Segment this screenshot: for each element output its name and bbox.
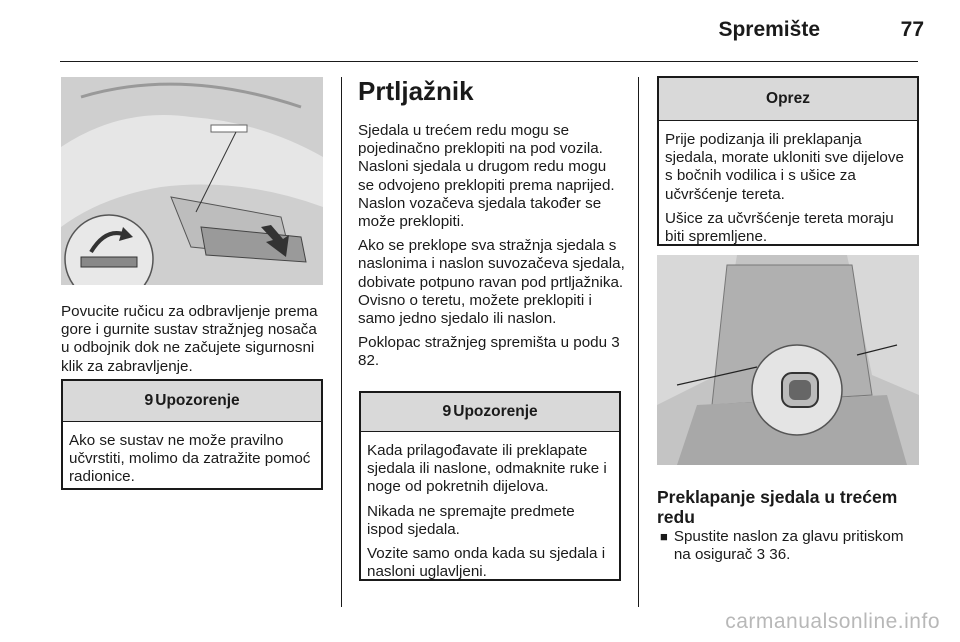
warning-header <box>63 381 321 422</box>
rear-carrier-illustration <box>61 77 323 285</box>
warning-title: Upozorenje <box>453 403 538 420</box>
caution-item: Ušice za učvršćenje tereta moraju biti spremljene. <box>665 209 894 246</box>
caution-header <box>659 78 917 121</box>
warning-item: Kada prilagođavate ili preklapate sjedala ili naslone, odmaknite ruke i noge od pokretnih dijelova. <box>367 442 607 496</box>
paragraph: Sjedala u trećem redu mogu se pojedinačno preklopiti na pod vozila. Nasloni sjedala u drugom redu mogu se odvojeno preklopiti prema naprijed. Naslon vozačeva sjedala također se može preklopiti. <box>358 122 615 231</box>
warning-box-1 <box>61 379 323 490</box>
caution-title: Oprez <box>766 90 810 107</box>
header-rule <box>60 61 918 62</box>
rear-carrier-drawing <box>61 77 323 285</box>
column-divider-2 <box>638 77 639 607</box>
paragraph: Ako se preklope sva stražnja sjedala s naslonima i naslon suvozačeva sjedala, dobivate potpuno ravan pod prtljažnika. Ovisno o teretu, možete preklopiti i samo jedno sjedalo ili naslon. <box>358 237 625 328</box>
paragraph-reference[interactable]: Poklopac stražnjeg spremišta u podu 3 82. <box>358 334 620 370</box>
load-anchor-drawing <box>657 255 919 465</box>
warning-item: Vozite samo onda kada su sjedala i nasloni uglavljeni. <box>367 545 606 581</box>
warning-body <box>63 422 321 487</box>
page-number: 77 <box>900 18 924 41</box>
warning-header <box>361 393 619 432</box>
bullet-text: Spustite naslon za glavu pritiskom na osigurač 3 36. <box>673 528 904 564</box>
page-header-title: Spremište <box>718 18 820 41</box>
section-title: Prtljažnik <box>358 76 474 106</box>
caution-item: Prije podizanja ili preklapanja sjedala, morate ukloniti sve dijelove s bočnih vodilica i s ušice za učvršćenje tereta. <box>665 131 904 203</box>
caption-text: Povucite ručicu za odbravljenje prema gore i gurnite sustav stražnjeg nosača u odbojnik dok ne začujete sigurnosni klik za zabravljenje. <box>61 303 318 375</box>
warning-title: Upozorenje <box>155 392 240 409</box>
section-body <box>358 122 626 371</box>
warning-text: Ako se sustav ne može pravilno učvrstiti, molimo da zatražite pomoć radionice. <box>69 432 311 486</box>
caution-body <box>659 121 917 246</box>
load-anchor-illustration <box>657 255 919 465</box>
warning-body <box>361 432 619 581</box>
warning-triangle-icon: 9 <box>144 392 154 409</box>
bullet-item <box>660 528 922 564</box>
column-divider-1 <box>341 77 342 607</box>
caution-box <box>657 76 919 246</box>
subsection-title: Preklapanje sjedala u trećem redu <box>657 487 898 527</box>
warning-item: Nikada ne spremajte predmete ispod sjedala. <box>367 502 575 538</box>
watermark: carmanualsonline.info <box>725 610 940 633</box>
warning-triangle-icon: 9 <box>442 403 452 420</box>
bullet-square-icon: ■ <box>660 529 668 544</box>
warning-box-2 <box>359 391 621 581</box>
